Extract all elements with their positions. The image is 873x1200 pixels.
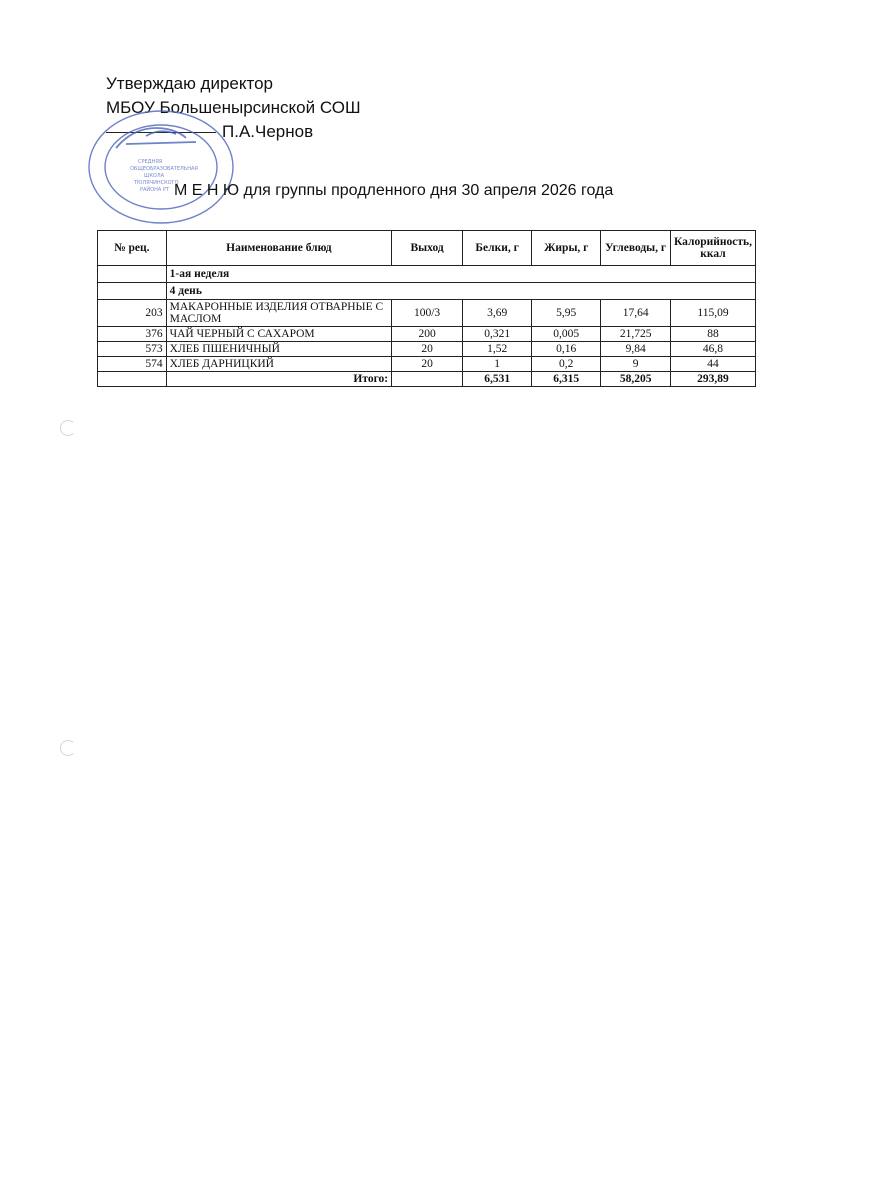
svg-text:ШКОЛА: ШКОЛА [144, 173, 165, 179]
carbs-value: 17,64 [601, 300, 671, 327]
total-kcal: 293,89 [670, 372, 755, 387]
fat-value: 5,95 [532, 300, 601, 327]
fat-value: 0,005 [532, 327, 601, 342]
dish-name: МАКАРОННЫЕ ИЗДЕЛИЯ ОТВАРНЫЕ С МАСЛОМ [166, 300, 391, 327]
yield-value: 100/3 [392, 300, 463, 327]
total-protein: 6,531 [463, 372, 532, 387]
kcal-value: 46,8 [670, 342, 755, 357]
week-row [98, 266, 756, 283]
day-row [98, 283, 756, 300]
header-rec: № рец. [98, 231, 167, 266]
protein-value: 1,52 [463, 342, 532, 357]
menu-table [97, 230, 756, 387]
yield-value: 200 [392, 327, 463, 342]
svg-text:РАЙОНА РТ: РАЙОНА РТ [140, 187, 169, 193]
header-yield: Выход [392, 231, 463, 266]
signer-name: П.А.Чернов [222, 122, 314, 141]
table-row [98, 357, 756, 372]
protein-value: 3,69 [463, 300, 532, 327]
total-carbs: 58,205 [601, 372, 671, 387]
dish-name: ХЛЕБ ПШЕНИЧНЫЙ [166, 342, 391, 357]
header-fat: Жиры, г [532, 231, 601, 266]
header-kcal: Калорийность, ккал [670, 231, 755, 266]
svg-text:ОБЩЕОБРАЗОВАТЕЛЬНАЯ: ОБЩЕОБРАЗОВАТЕЛЬНАЯ [130, 166, 198, 172]
yield-value: 20 [392, 357, 463, 372]
punch-hole [60, 420, 76, 436]
kcal-value: 44 [670, 357, 755, 372]
total-fat: 6,315 [532, 372, 601, 387]
rec-number: 376 [98, 327, 167, 342]
header-protein: Белки, г [463, 231, 532, 266]
table-row [98, 342, 756, 357]
rec-number: 573 [98, 342, 167, 357]
header-name: Наименование блюд [166, 231, 391, 266]
day-label: 4 день [166, 283, 755, 300]
menu-title: М Е Н Ю для группы продленного дня 30 апреля 2026 года [174, 182, 614, 199]
protein-value: 0,321 [463, 327, 532, 342]
table-header-row [98, 231, 756, 266]
table-row [98, 300, 756, 327]
rec-number: 574 [98, 357, 167, 372]
total-row [98, 372, 756, 387]
svg-text:ТЮЛЯЧИНСКОГО: ТЮЛЯЧИНСКОГО [134, 180, 179, 186]
approval-title: Утверждаю директор [106, 74, 274, 93]
dish-name: ЧАЙ ЧЕРНЫЙ С САХАРОМ [166, 327, 391, 342]
week-label: 1-ая неделя [166, 266, 755, 283]
carbs-value: 21,725 [601, 327, 671, 342]
school-stamp [86, 108, 236, 226]
carbs-value: 9 [601, 357, 671, 372]
svg-text:СРЕДНЯЯ: СРЕДНЯЯ [138, 159, 163, 165]
table-row [98, 327, 756, 342]
rec-number: 203 [98, 300, 167, 327]
fat-value: 0,16 [532, 342, 601, 357]
kcal-value: 88 [670, 327, 755, 342]
total-label: Итого: [166, 372, 391, 387]
kcal-value: 115,09 [670, 300, 755, 327]
punch-hole [60, 740, 76, 756]
school-name: МБОУ Большенырсинской СОШ [106, 98, 361, 117]
dish-name: ХЛЕБ ДАРНИЦКИЙ [166, 357, 391, 372]
carbs-value: 9,84 [601, 342, 671, 357]
header-carbs: Углеводы, г [601, 231, 671, 266]
protein-value: 1 [463, 357, 532, 372]
fat-value: 0,2 [532, 357, 601, 372]
yield-value: 20 [392, 342, 463, 357]
